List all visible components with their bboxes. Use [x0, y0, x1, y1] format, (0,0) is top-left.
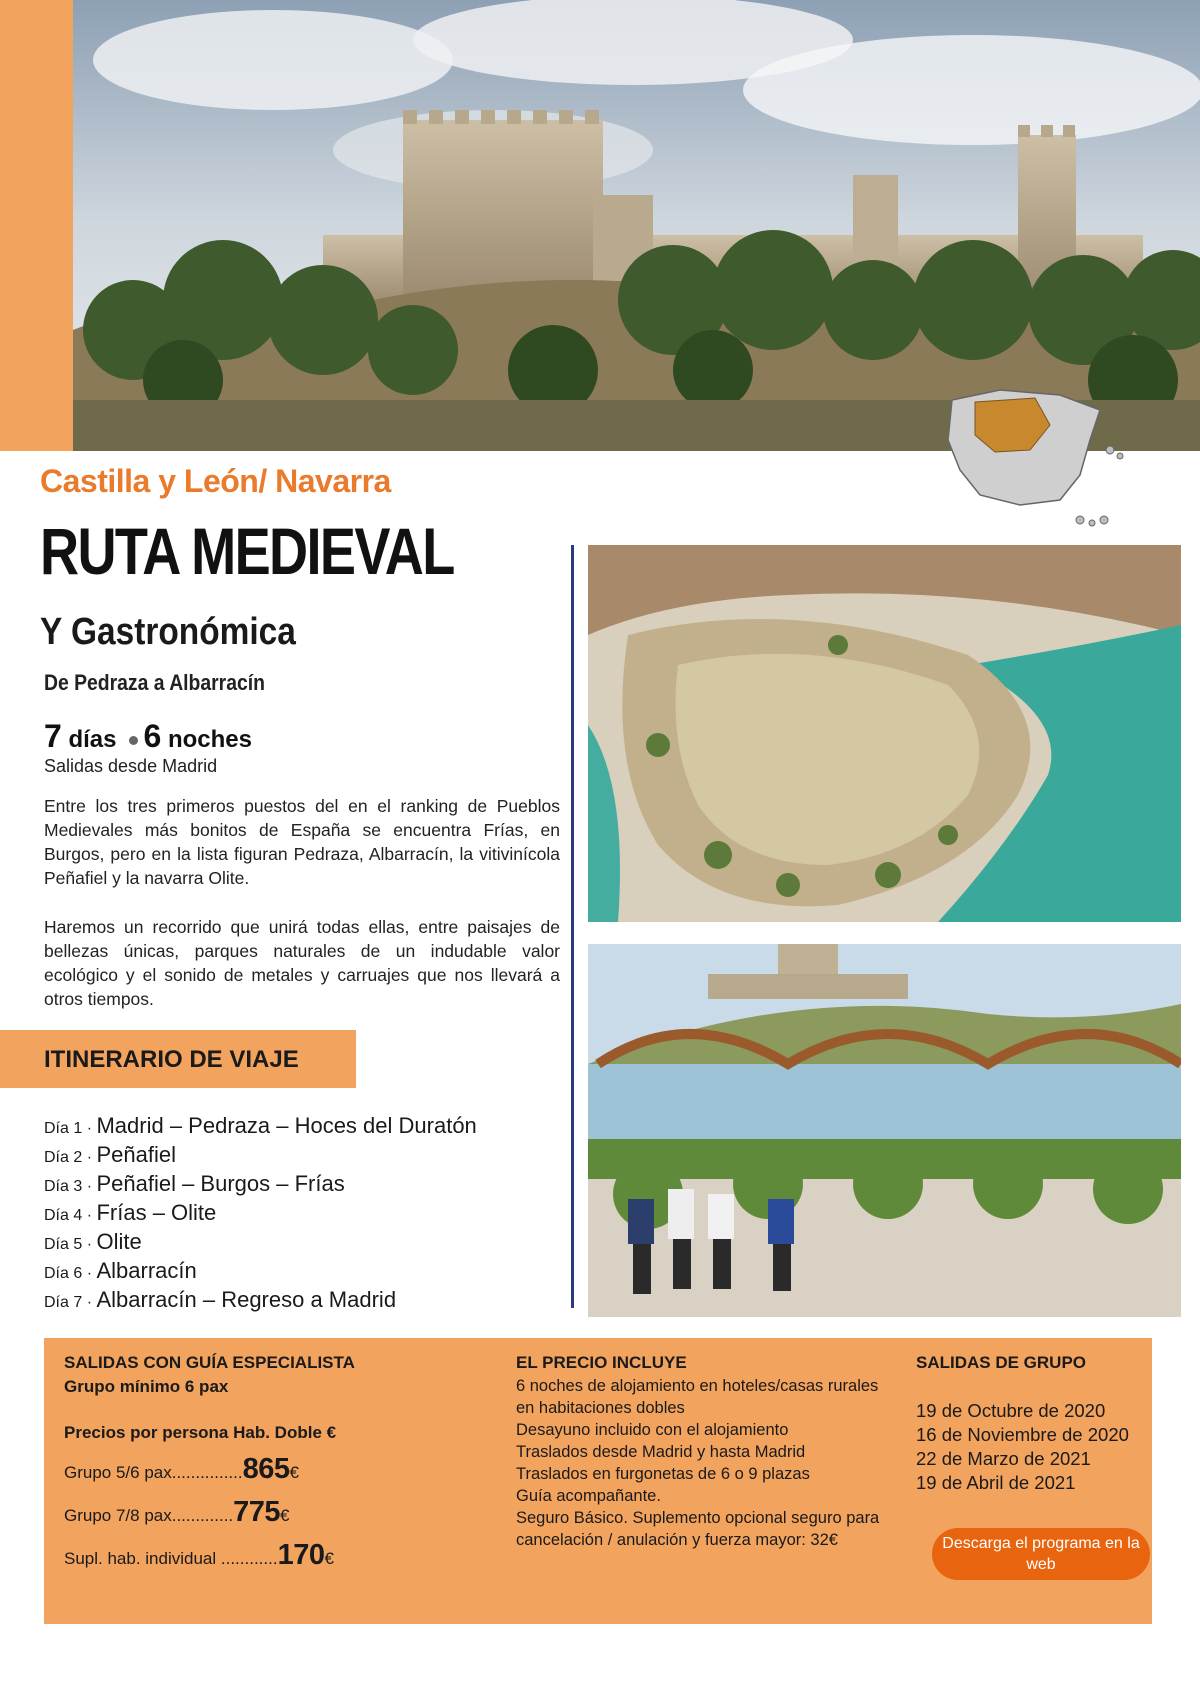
price-row: Grupo 7/8 pax.............775€	[64, 1496, 290, 1528]
list-item: Guía acompañante.	[516, 1487, 661, 1505]
group-departures-column	[916, 1351, 1176, 1495]
list-item: Desayuno incluido con el alojamiento	[516, 1421, 789, 1439]
itinerary-day: Día 1 · Madrid – Pedraza – Hoces del Duratón	[44, 1113, 477, 1138]
pricing-column	[64, 1351, 484, 1572]
download-button-label: Descarga el programa en la web	[942, 1535, 1140, 1573]
includes-column	[516, 1351, 896, 1551]
nights-number: 6	[143, 718, 162, 754]
description-paragraph-1: Entre los tres primeros puestos del en el ranking de Pueblos Medievales más bonitos de España se encuentra Frías, en Burgos, pero en la lista figuran Pedraza, Albarracín, la vitivinícola Peñafiel y la navarra Olite.	[44, 796, 560, 888]
river-canyon-photo	[588, 545, 1181, 922]
guide-heading: SALIDAS CON GUÍA ESPECIALISTA	[64, 1353, 355, 1372]
vertical-divider	[571, 545, 574, 1308]
price-row: Supl. hab. individual ............170€	[64, 1539, 334, 1571]
includes-heading: EL PRECIO INCLUYE	[516, 1353, 687, 1372]
list-item: 22 de Marzo de 2021	[916, 1448, 1091, 1469]
itinerary-list	[44, 1111, 477, 1314]
region-title: Castilla y León/ Navarra	[40, 463, 391, 499]
itinerary-day: Día 5 · Olite	[44, 1229, 142, 1254]
itinerary-day: Día 7 · Albarracín – Regreso a Madrid	[44, 1287, 397, 1312]
download-program-button[interactable]	[932, 1528, 1150, 1580]
itinerary-title: ITINERARIO DE VIAJE	[44, 1046, 299, 1073]
subtitle: Y Gastronómica	[40, 611, 296, 653]
group-departures-heading: SALIDAS DE GRUPO	[916, 1353, 1087, 1372]
trip-duration	[44, 718, 252, 755]
spain-map-icon	[940, 380, 1140, 540]
price-row: Grupo 5/6 pax...............865€	[64, 1453, 299, 1485]
bullet-icon	[129, 736, 138, 745]
nights-label: noches	[167, 726, 252, 753]
itinerary-day: Día 2 · Peñafiel	[44, 1142, 176, 1167]
list-item: 16 de Noviembre de 2020	[916, 1424, 1129, 1445]
list-item: 19 de Abril de 2021	[916, 1472, 1076, 1493]
list-item: Traslados desde Madrid y hasta Madrid	[516, 1443, 806, 1461]
days-number: 7	[44, 718, 62, 754]
description-paragraph-2: Haremos un recorrido que unirá todas ellas, entre paisajes de bellezas únicas, parques naturales de un indudable valor ecológico y el sonido de metales y carruajes que nos llevará a otros tiempos.	[44, 917, 560, 1009]
accent-strip	[0, 0, 73, 451]
prices-heading: Precios por persona Hab. Doble €	[64, 1423, 337, 1442]
itinerary-day: Día 4 · Frías – Olite	[44, 1200, 217, 1225]
route-text: De Pedraza a Albarracín	[44, 670, 265, 695]
main-title: RUTA MEDIEVAL	[40, 514, 454, 588]
days-label: días	[68, 726, 117, 753]
list-item: 19 de Octubre de 2020	[916, 1400, 1106, 1421]
list-item: Seguro Básico. Suplemento opcional seguro para cancelación / anulación y fuerza mayor: 32€	[516, 1509, 880, 1549]
departures-from: Salidas desde Madrid	[44, 756, 218, 776]
includes-list	[516, 1375, 896, 1551]
itinerary-day: Día 3 · Peñafiel – Burgos – Frías	[44, 1171, 345, 1196]
departure-dates-list	[916, 1399, 1176, 1495]
itinerary-day: Día 6 · Albarracín	[44, 1258, 197, 1283]
winery-vineyard-photo	[588, 944, 1181, 1317]
min-group-heading: Grupo mínimo 6 pax	[64, 1377, 229, 1396]
list-item: 6 noches de alojamiento en hoteles/casas rurales en habitaciones dobles	[516, 1377, 879, 1417]
list-item: Traslados en furgonetas de 6 o 9 plazas	[516, 1465, 810, 1483]
